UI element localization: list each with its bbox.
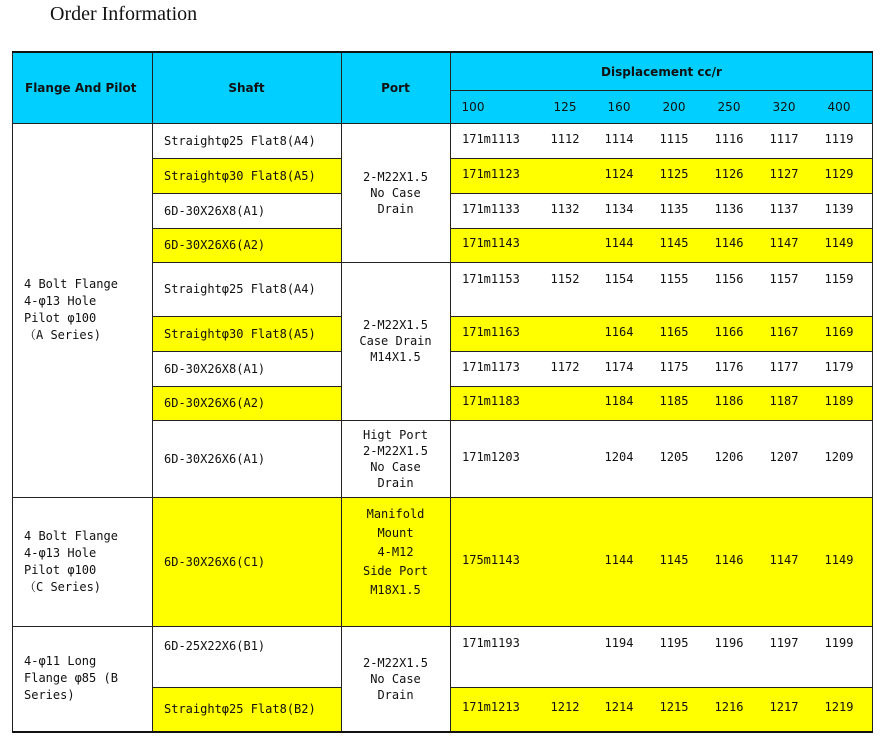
port-line: No Case	[370, 671, 421, 686]
flange-line: Flange φ85 (B	[24, 671, 118, 685]
value-cell: 1135	[659, 201, 689, 216]
value-cell: 1214	[604, 700, 634, 714]
value-cell: 1112	[550, 131, 580, 146]
port-line: 2-M22X1.5	[362, 655, 429, 670]
header-size-160: 160	[607, 100, 631, 114]
value-cell: 1146	[714, 236, 744, 250]
value-cell: 1127	[769, 166, 799, 181]
grid-line	[450, 351, 873, 352]
grid-line	[152, 386, 341, 387]
value-cell: 1144	[604, 552, 634, 567]
shaft-cell: Straightφ25 Flat8(A4)	[164, 133, 316, 148]
value-cell: 1164	[604, 324, 634, 339]
port-cell	[341, 626, 450, 731]
value-cell: 1196	[714, 636, 744, 650]
grid-line	[450, 158, 873, 159]
value-cell: 1216	[714, 700, 744, 714]
grid-line	[152, 158, 341, 159]
grid-line	[152, 420, 341, 421]
port-cell	[341, 123, 450, 262]
grid-line	[12, 53, 13, 731]
port-line: Case Drain	[359, 334, 432, 348]
value-cell: 1147	[769, 236, 799, 250]
value-cell: 1152	[550, 272, 580, 286]
value-cell: 1186	[714, 394, 744, 408]
flange-cell	[12, 497, 152, 626]
table-bottom-rule	[12, 731, 873, 733]
port-line: Drain	[377, 687, 414, 702]
grid-line	[450, 228, 873, 229]
value-cell: 1154	[604, 272, 634, 286]
port-line: 4-M12	[377, 545, 414, 559]
value-cell: 1136	[714, 201, 744, 216]
flange-line: （A Series)	[24, 328, 102, 342]
port-cell	[341, 497, 450, 626]
value-cell: 1204	[604, 449, 634, 464]
flange-line: Pilot φ100	[24, 311, 97, 325]
shaft-cell: Straightφ25 Flat8(B2)	[152, 687, 341, 731]
grid-line	[450, 316, 873, 317]
value-cell: 1176	[714, 359, 744, 374]
header-port: Port	[341, 53, 450, 123]
value-cell: 175m1143	[462, 552, 520, 567]
value-cell: 171m1183	[462, 394, 520, 408]
value-cell: 1206	[714, 449, 744, 464]
value-cell: 1149	[824, 552, 854, 567]
value-cell: 171m1213	[462, 700, 520, 714]
port-line: Side Port	[362, 564, 429, 578]
flange-line: 4-φ11 Long	[24, 654, 97, 668]
header-size-320: 320	[772, 100, 796, 114]
value-cell: 1146	[714, 552, 744, 567]
port-cell	[341, 420, 450, 497]
flange-line: 4 Bolt Flange	[24, 528, 118, 543]
value-cell: 171m1123	[462, 166, 520, 181]
header-size-200: 200	[662, 100, 686, 114]
grid-line	[450, 53, 451, 731]
shaft-cell: 6D-30X26X6(A2)	[152, 228, 341, 262]
grid-line	[152, 497, 341, 498]
value-cell: 1144	[604, 236, 634, 250]
grid-line	[12, 123, 873, 124]
flange-line: Pilot φ100	[24, 562, 97, 577]
grid-line	[341, 53, 342, 731]
value-cell: 1126	[714, 166, 744, 181]
value-cell: 1115	[659, 131, 689, 146]
value-cell: 1194	[604, 636, 634, 650]
value-cell: 1175	[659, 359, 689, 374]
grid-line	[341, 262, 450, 263]
grid-line	[450, 626, 873, 627]
port-line: No Case	[370, 459, 421, 474]
value-cell: 171m1133	[462, 201, 520, 216]
grid-line	[152, 316, 341, 317]
shaft-cell: 6D-30X26X6(C1)	[152, 497, 341, 626]
shaft-cell: Straightφ25 Flat8(A4)	[164, 282, 316, 296]
header-shaft: Shaft	[152, 53, 341, 123]
port-line: No Case	[370, 185, 421, 200]
shaft-cell: 6D-25X22X6(B1)	[164, 639, 266, 653]
flange-line: 4 Bolt Flange	[24, 277, 118, 291]
value-cell: 171m1173	[462, 359, 520, 374]
value-cell: 1114	[604, 131, 634, 146]
shaft-cell: 6D-30X26X6(A2)	[152, 386, 341, 420]
shaft-cell: 6D-30X26X8(A1)	[164, 203, 266, 218]
header-displacement: Displacement cc/r	[450, 53, 873, 90]
value-cell: 1155	[659, 272, 689, 286]
port-line: 2-M22X1.5	[362, 169, 429, 184]
value-cell: 171m1143	[462, 236, 520, 250]
value-cell: 1149	[824, 236, 854, 250]
value-cell: 1199	[824, 636, 854, 650]
value-cell: 1129	[824, 166, 854, 181]
value-cell: 1147	[769, 552, 799, 567]
page-title: Order Information	[50, 3, 198, 25]
grid-line	[450, 90, 873, 91]
port-line: Drain	[377, 201, 414, 216]
value-cell: 1157	[769, 272, 799, 286]
header-flange: Flange And Pilot	[12, 53, 152, 123]
value-cell: 171m1113	[462, 131, 520, 146]
value-cell: 1185	[659, 394, 689, 408]
value-cell: 1215	[659, 700, 689, 714]
value-cell: 1145	[659, 236, 689, 250]
value-cell: 1172	[550, 359, 580, 374]
grid-line	[152, 262, 341, 263]
grid-line	[872, 53, 873, 731]
header-size-100: 100	[461, 100, 485, 114]
flange-line: 4-φ13 Hole	[24, 545, 97, 560]
grid-line	[152, 351, 341, 352]
value-cell: 1184	[604, 394, 634, 408]
header-size-125: 125	[553, 100, 577, 114]
flange-cell	[12, 123, 152, 497]
flange-line: （C Series)	[24, 579, 102, 594]
header-size-250: 250	[717, 100, 741, 114]
port-line: M18X1.5	[370, 583, 421, 597]
value-cell: 1117	[769, 131, 799, 146]
value-cell: 1156	[714, 272, 744, 286]
value-cell: 1166	[714, 324, 744, 339]
flange-line: Series)	[24, 688, 75, 702]
value-cell: 1197	[769, 636, 799, 650]
value-cell: 1205	[659, 449, 689, 464]
value-cell: 1177	[769, 359, 799, 374]
grid-line	[152, 626, 341, 627]
value-cell: 1189	[824, 394, 854, 408]
value-cell: 1139	[824, 201, 854, 216]
value-cell: 1145	[659, 552, 689, 567]
value-cell: 1195	[659, 636, 689, 650]
grid-line	[152, 228, 341, 229]
grid-line	[341, 497, 450, 498]
grid-line	[152, 687, 341, 688]
value-cell: 1187	[769, 394, 799, 408]
grid-line	[450, 687, 873, 688]
value-cell: 1116	[714, 131, 744, 146]
header-size-400: 400	[827, 100, 851, 114]
grid-line	[450, 262, 873, 263]
value-cell: 1169	[824, 324, 854, 339]
value-cell: 1119	[824, 131, 854, 146]
value-cell: 1124	[604, 166, 634, 181]
grid-line	[450, 193, 873, 194]
shaft-cell: Straightφ30 Flat8(A5)	[152, 316, 341, 351]
value-cell: 1134	[604, 201, 634, 216]
value-cell: 1179	[824, 359, 854, 374]
port-cell	[341, 262, 450, 420]
port-line: 2-M22X1.5	[362, 443, 429, 458]
value-cell: 171m1193	[462, 636, 520, 650]
port-line: Manifold	[366, 507, 425, 521]
value-cell: 1212	[550, 700, 580, 714]
grid-line	[450, 386, 873, 387]
grid-line	[341, 420, 450, 421]
table-row	[450, 262, 873, 316]
value-cell: 1207	[769, 449, 799, 464]
shaft-cell: Straightφ30 Flat8(A5)	[152, 158, 341, 193]
value-cell: 171m1163	[462, 324, 520, 339]
value-cell: 171m1153	[462, 272, 520, 286]
header-size-row	[450, 90, 873, 123]
grid-line	[450, 497, 873, 498]
value-cell: 1217	[769, 700, 799, 714]
port-line: Mount	[377, 526, 414, 540]
grid-line	[450, 420, 873, 421]
value-cell: 1125	[659, 166, 689, 181]
grid-line	[152, 53, 153, 731]
value-cell: 1137	[769, 201, 799, 216]
value-cell: 1159	[824, 272, 854, 286]
port-line: M14X1.5	[370, 350, 421, 364]
value-cell: 1165	[659, 324, 689, 339]
flange-line: 4-φ13 Hole	[24, 294, 97, 308]
shaft-cell: 6D-30X26X6(A1)	[164, 451, 266, 466]
value-cell: 1167	[769, 324, 799, 339]
value-cell: 171m1203	[462, 449, 520, 464]
port-line: 2-M22X1.5	[362, 318, 429, 332]
port-line: Drain	[377, 475, 414, 490]
value-cell: 1209	[824, 449, 854, 464]
value-cell: 1132	[550, 201, 580, 216]
grid-line	[152, 193, 341, 194]
shaft-cell: 6D-30X26X8(A1)	[164, 361, 266, 376]
port-line: Higt Port	[362, 427, 429, 442]
grid-line	[341, 626, 450, 627]
value-cell: 1219	[824, 700, 854, 714]
value-cell: 1174	[604, 359, 634, 374]
flange-cell	[12, 626, 152, 731]
